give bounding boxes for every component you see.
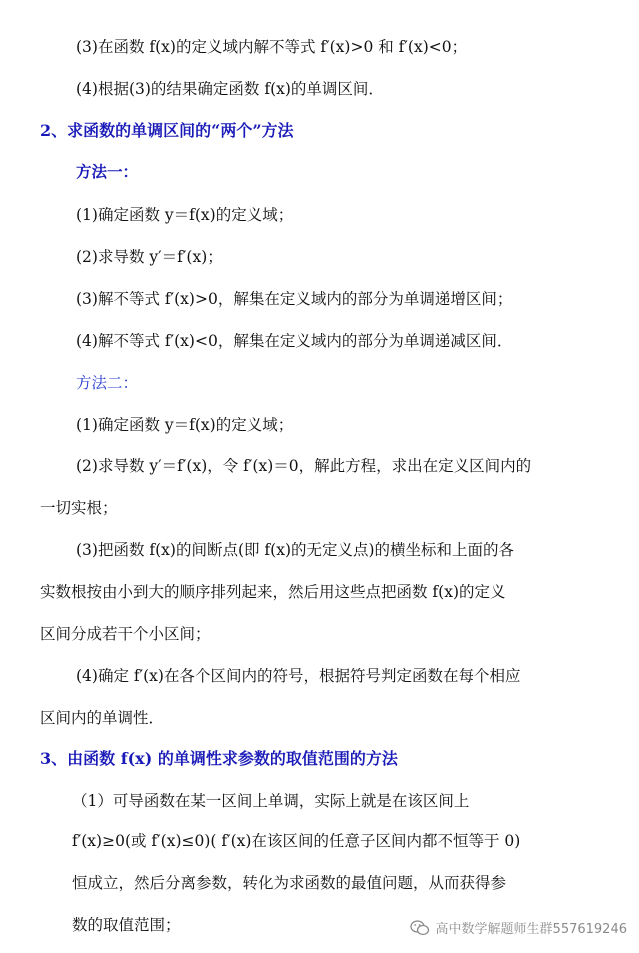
section1-step3: (3)在函数 f(x)的定义域内解不等式 f′(x)>0 和 f′(x)<0； [76,38,468,56]
method2-step3-line: (3)把函数 f(x)的间断点(即 f(x)的无定义点)的横坐标和上面的各 [76,541,515,559]
method1-step: (2)求导数 y′＝f′(x)； [76,248,223,266]
section3-heading: 3、由函数 f(x) 的单调性求参数的取值范围的方法 [40,749,398,768]
method2-step1: (1)确定函数 y＝f(x)的定义域； [76,416,294,434]
watermark [410,918,627,937]
method1-step: (1)确定函数 y＝f(x)的定义域； [76,206,294,224]
section1-step4: (4)根据(3)的结果确定函数 f(x)的单调区间． [76,80,384,98]
section3-item1-line: 数的取值范围； [72,916,181,934]
method2-step4-line: 区间内的单调性． [40,709,165,727]
method2-step2-line: 一切实根； [40,499,118,517]
section2-heading: 2、求函数的单调区间的“两个”方法 [40,121,294,140]
method2-step3-line: 实数根按由小到大的顺序排列起来，然后用这些点把函数 f(x)的定义 [40,583,506,601]
section3-item1-line: f′(x)≥0(或 f′(x)≤0)( f′(x)在该区间的任意子区间内都不恒等于 0) [72,832,521,850]
method1-step: (4)解不等式 f′(x)<0，解集在定义域内的部分为单调递减区间． [76,332,513,350]
method2-step4-line: (4)确定 f′(x)在各个区间内的符号，根据符号判定函数在每个相应 [76,667,521,685]
method2-step3-line: 区间分成若干个小区间； [40,625,211,643]
watermark-text: 高中数学解题师生群557619246 [435,922,627,937]
section3-item1-line: 恒成立，然后分离参数，转化为求函数的最值问题，从而获得参 [72,874,507,892]
method1-step: (3)解不等式 f′(x)>0，解集在定义域内的部分为单调递增区间； [76,290,513,308]
method2-title: 方法二： [76,374,139,392]
method2-step2-line: (2)求导数 y′＝f′(x)，令 f′(x)＝0，解此方程，求出在定义区间内的 [76,457,532,475]
section3-item1-line: （1）可导函数在某一区间上单调，实际上就是在该区间上 [72,792,470,810]
wechat-icon [410,920,430,936]
method1-title: 方法一： [76,162,139,181]
